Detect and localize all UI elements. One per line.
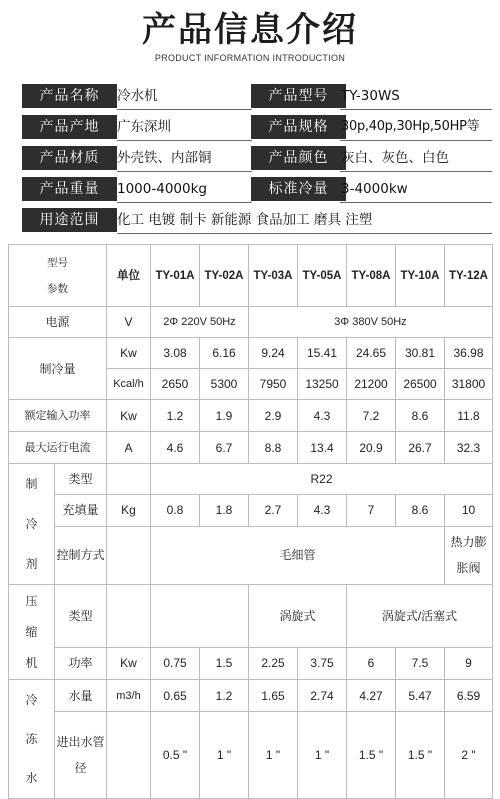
water-flow-cell: 0.65 — [151, 680, 200, 712]
control-method-unit — [107, 526, 151, 585]
compressor-power-cell: 6 — [347, 647, 396, 679]
model-header: TY-03A — [249, 245, 298, 307]
model-header: TY-10A — [396, 245, 445, 307]
pipe-diameter-cell: 1.5 " — [396, 712, 445, 799]
max-current-cell: 13.4 — [298, 432, 347, 464]
control-capillary: 毛细管 — [151, 526, 445, 585]
pipe-diameter-cell: 1 " — [200, 712, 249, 799]
water-flow-cell: 6.59 — [445, 680, 493, 712]
product-model-label: 产品型号 — [251, 84, 346, 108]
pipe-diameter-cell: 1.5 " — [347, 712, 396, 799]
control-expansion-valve: 热力膨胀阀 — [445, 526, 493, 585]
model-header: TY-02A — [200, 245, 249, 307]
charge-amount-cell: 8.6 — [396, 495, 445, 526]
control-method-label: 控制方式 — [55, 526, 107, 585]
max-current-unit: A — [107, 432, 151, 464]
spec-table — [8, 244, 493, 799]
rated-input-cell: 7.2 — [347, 400, 396, 432]
cooling-kw-cell: 6.16 — [200, 338, 249, 369]
cooling-kw-cell: 24.65 — [347, 338, 396, 369]
control-method-row — [9, 526, 493, 585]
charge-amount-cell: 0.8 — [151, 495, 200, 526]
pipe-diameter-cell: 1 " — [298, 712, 347, 799]
unit-header: 单位 — [107, 245, 151, 307]
model-header-label: 型号 — [47, 256, 68, 269]
charge-amount-label: 充填量 — [55, 495, 107, 526]
product-color-label: 产品颜色 — [251, 146, 346, 170]
compressor-power-cell: 9 — [445, 647, 493, 679]
info-row-material — [22, 146, 492, 172]
product-origin-value: 广东深圳 — [117, 119, 171, 135]
compressor-group-label: 压 缩 机 — [9, 585, 55, 680]
cooling-kw-cell: 9.24 — [249, 338, 298, 369]
pipe-diameter-row — [9, 712, 493, 799]
product-weight-value: 1000-4000kg — [117, 181, 207, 197]
compressor-type-blank — [151, 585, 249, 648]
pipe-diameter-unit — [107, 712, 151, 799]
model-header: TY-08A — [347, 245, 396, 307]
power-supply-row — [9, 307, 493, 338]
standard-cooling-value: 3-4000kw — [341, 181, 408, 197]
charge-amount-row — [9, 495, 493, 526]
compressor-power-cell: 0.75 — [151, 647, 200, 679]
power-supply-label: 电源 — [9, 307, 107, 338]
header-row — [9, 245, 493, 307]
cooling-kw-row — [9, 338, 493, 369]
cooling-kw-cell: 3.08 — [151, 338, 200, 369]
max-current-label: 最大运行电流 — [9, 432, 107, 464]
water-flow-cell: 1.2 — [200, 680, 249, 712]
compressor-type-scroll-piston: 涡旋式/活塞式 — [347, 585, 493, 648]
product-spec-label: 产品规格 — [251, 115, 346, 139]
compressor-power-unit: Kw — [107, 647, 151, 679]
rated-input-unit: Kw — [107, 400, 151, 432]
cooling-kcal-cell: 13250 — [298, 369, 347, 400]
pipe-diameter-label: 进出水管径 — [55, 712, 107, 799]
compressor-type-unit — [107, 585, 151, 648]
standard-cooling-label: 标准冷量 — [251, 177, 346, 201]
product-model-value: TY-30WS — [341, 88, 400, 104]
charge-amount-cell: 2.7 — [249, 495, 298, 526]
info-row-weight — [22, 177, 492, 203]
rated-input-cell: 4.3 — [298, 400, 347, 432]
model-param-header — [9, 245, 107, 307]
product-spec-value: 30p,40p,30Hp,50HP等 — [341, 119, 480, 134]
product-color-value: 灰白、灰色、白色 — [341, 150, 449, 166]
product-name-label: 产品名称 — [22, 84, 117, 108]
rated-input-cell: 1.9 — [200, 400, 249, 432]
product-origin-label: 产品产地 — [22, 115, 117, 139]
pipe-diameter-cell: 0.5 " — [151, 712, 200, 799]
info-row-origin — [22, 115, 492, 141]
compressor-power-label: 功率 — [55, 647, 107, 679]
cooling-kw-cell: 36.98 — [445, 338, 493, 369]
charge-amount-cell: 1.8 — [200, 495, 249, 526]
info-row-name — [22, 84, 492, 110]
usage-range-value: 化工 电镀 制卡 新能源 食品加工 磨具 注塑 — [117, 212, 373, 228]
page-subtitle: PRODUCT INFORMATION INTRODUCTION — [154, 53, 346, 63]
max-current-cell: 6.7 — [200, 432, 249, 464]
compressor-power-cell: 7.5 — [396, 647, 445, 679]
charge-amount-unit: Kg — [107, 495, 151, 526]
water-flow-label: 水量 — [55, 680, 107, 712]
cooling-kcal-cell: 26500 — [396, 369, 445, 400]
usage-range-label: 用途范围 — [22, 208, 117, 232]
page-title: 产品信息介绍 — [142, 10, 358, 50]
refrigerant-type-label: 类型 — [55, 464, 107, 495]
water-flow-cell: 2.74 — [298, 680, 347, 712]
refrigerant-type-unit — [107, 464, 151, 495]
max-current-cell: 4.6 — [151, 432, 200, 464]
product-weight-label: 产品重量 — [22, 177, 117, 201]
compressor-type-scroll: 涡旋式 — [249, 585, 347, 648]
compressor-type-row — [9, 585, 493, 648]
max-current-cell: 32.3 — [445, 432, 493, 464]
model-header: TY-12A — [445, 245, 493, 307]
charge-amount-cell: 10 — [445, 495, 493, 526]
cooling-kcal-cell: 5300 — [200, 369, 249, 400]
refrigerant-group-label: 制 冷 剂 — [9, 464, 55, 585]
compressor-power-cell: 3.75 — [298, 647, 347, 679]
pipe-diameter-cell: 2 " — [445, 712, 493, 799]
water-flow-cell: 1.65 — [249, 680, 298, 712]
cooling-kw-cell: 15.41 — [298, 338, 347, 369]
power-supply-three-phase: 3Φ 380V 50Hz — [249, 307, 493, 338]
rated-input-row — [9, 400, 493, 432]
rated-input-cell: 11.8 — [445, 400, 493, 432]
water-flow-row — [9, 680, 493, 712]
max-current-cell: 26.7 — [396, 432, 445, 464]
product-material-label: 产品材质 — [22, 146, 117, 170]
cooling-kw-cell: 30.81 — [396, 338, 445, 369]
cooling-capacity-label: 制冷量 — [9, 338, 107, 400]
power-supply-unit: V — [107, 307, 151, 338]
pipe-diameter-cell: 1 " — [249, 712, 298, 799]
cooling-kcal-cell: 31800 — [445, 369, 493, 400]
param-header-label: 参数 — [47, 282, 68, 295]
model-header: TY-05A — [298, 245, 347, 307]
product-name-value: 冷水机 — [117, 88, 158, 104]
water-flow-cell: 5.47 — [396, 680, 445, 712]
rated-input-label: 额定输入功率 — [9, 400, 107, 432]
compressor-power-row — [9, 647, 493, 679]
max-current-cell: 20.9 — [347, 432, 396, 464]
water-flow-unit: m3/h — [107, 680, 151, 712]
compressor-power-cell: 2.25 — [249, 647, 298, 679]
cooling-kcal-cell: 2650 — [151, 369, 200, 400]
info-row-usage — [22, 208, 492, 234]
max-current-row — [9, 432, 493, 464]
rated-input-cell: 8.6 — [396, 400, 445, 432]
refrigerant-type-value: R22 — [151, 464, 493, 495]
refrigerant-type-row — [9, 464, 493, 495]
cooling-kcal-cell: 7950 — [249, 369, 298, 400]
compressor-power-cell: 1.5 — [200, 647, 249, 679]
chilled-water-group-label: 冷 冻 水 — [9, 680, 55, 799]
power-supply-single-phase: 2Φ 220V 50Hz — [151, 307, 249, 338]
max-current-cell: 8.8 — [249, 432, 298, 464]
rated-input-cell: 1.2 — [151, 400, 200, 432]
cooling-kcal-unit: Kcal/h — [107, 369, 151, 400]
rated-input-cell: 2.9 — [249, 400, 298, 432]
charge-amount-cell: 7 — [347, 495, 396, 526]
product-material-value: 外壳铁、内部铜 — [117, 150, 212, 166]
compressor-type-label: 类型 — [55, 585, 107, 648]
water-flow-cell: 4.27 — [347, 680, 396, 712]
cooling-kcal-cell: 21200 — [347, 369, 396, 400]
model-header: TY-01A — [151, 245, 200, 307]
charge-amount-cell: 4.3 — [298, 495, 347, 526]
cooling-kw-unit: Kw — [107, 338, 151, 369]
